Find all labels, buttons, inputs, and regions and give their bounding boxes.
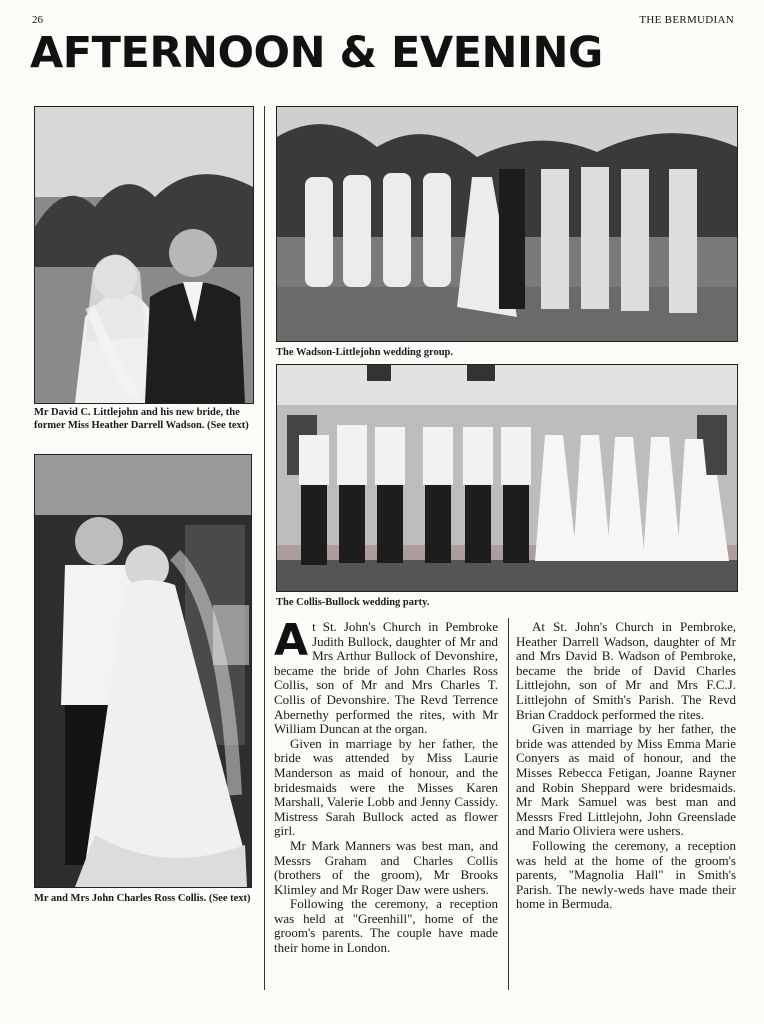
photo-caption: Mr David C. Littlejohn and his new bride, the former Miss Heather Darrell Wadson. (See text) — [34, 407, 249, 431]
photo-caption: The Collis-Bullock wedding party. — [276, 597, 430, 608]
couple-photo-icon — [34, 454, 252, 888]
column-rule — [264, 106, 265, 990]
article-paragraph: Mr Mark Manners was best man, and Messrs Graham and Charles Collis (brothers of the groom), Mr Brooks Klimley and Mr Roger Daw were ushers. — [274, 837, 498, 897]
drop-cap: A — [274, 615, 309, 666]
page-number: 26 — [32, 14, 43, 26]
article-paragraph: Following the ceremony, a reception was held at the home of the groom's parents, "Magnolia Hall" in Smith's Parish. The newly-weds have made their home in Bermuda. — [516, 837, 736, 912]
bride-groom-photo-icon — [34, 106, 254, 404]
article-wadson — [516, 620, 736, 912]
photo-caption: The Wadson-Littlejohn wedding group. — [276, 347, 453, 358]
wedding-group-photo-icon — [276, 106, 738, 342]
article-paragraph: Given in marriage by her father, the bride was attended by Miss Laurie Manderson as maid of honour, and the bridesmaids were the Misses Karen Marshall, Valerie Lobb and Jenny Cassidy. Mistress Sarah Bullock acted as flower girl. — [274, 735, 498, 839]
article-paragraph: Given in marriage by her father, the bride was attended by Miss Emma Marie Conyers as maid of honour, and the Misses Rebecca Fetigan, Joanne Rayner and Robin Sheppard were bridesmaids. Mr Mark Samuel was best man and Messrs Fred Littlejohn, John Greenslade and Mario Oliviera were ushers. — [516, 721, 736, 839]
article-paragraph: t St. John's Church in Pembroke Judith Bullock, daughter of Mr and Mrs Arthur Bullock of Devonshire, became the bride of John Charles Ross Collis, son of Mr and Mrs Charles T. Collis of Devonshire. The Revd Terrence Abernethy performed the rites, with Mr William Duncan at the organ. — [274, 619, 498, 737]
article-paragraph: At St. John's Church in Pembroke, Heather Darrell Wadson, daughter of Mr and Mrs David B. Wadson of Pembroke, became the bride of David Charles Littlejohn, son of Mr and Mrs F.C.J. Littlejohn of Smith's Parish. The Revd Brian Craddock performed the rites. — [516, 619, 736, 722]
article-paragraph: Following the ceremony, a reception was held at "Greenhill", home of the groom's parents. The couple have made their home in London. — [274, 896, 498, 956]
magazine-name: THE BERMUDIAN — [639, 14, 734, 26]
article-collis — [274, 615, 498, 956]
page-headline: AFTERNOON & EVENING — [30, 28, 603, 78]
wedding-party-photo-icon — [276, 364, 738, 592]
column-rule — [508, 618, 509, 990]
photo-caption: Mr and Mrs John Charles Ross Collis. (See text) — [34, 893, 251, 904]
